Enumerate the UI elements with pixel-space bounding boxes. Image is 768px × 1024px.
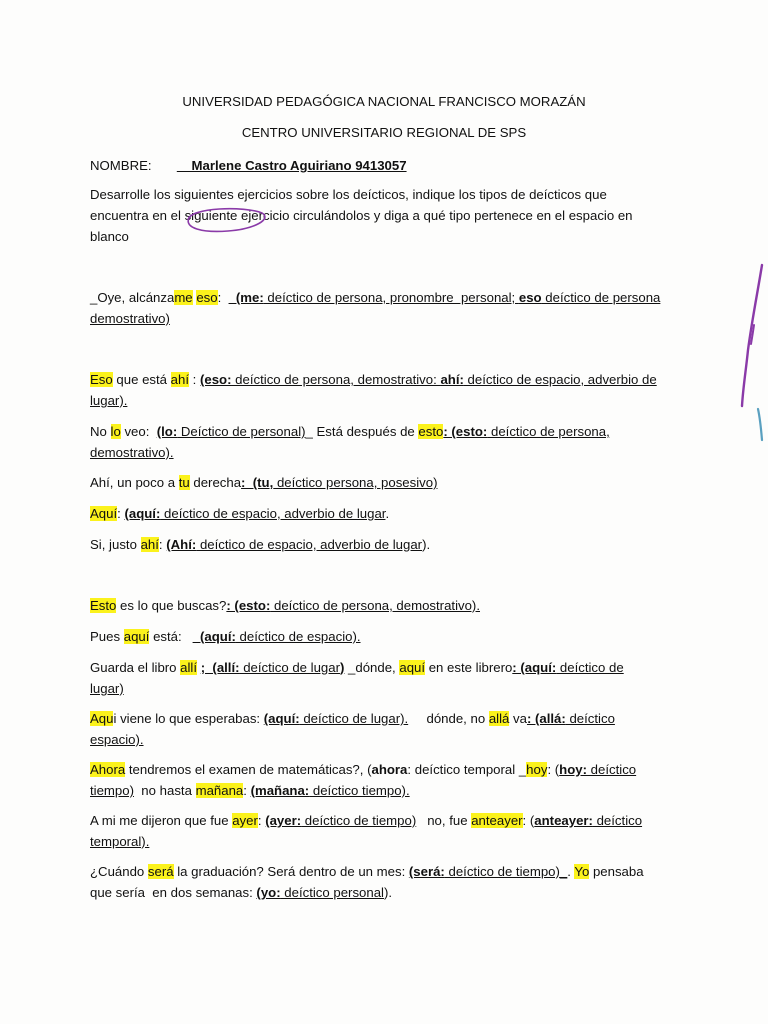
text-segment: hoy: <box>559 762 588 777</box>
text-segment: no hasta <box>133 783 196 798</box>
text-segment: : (esto: <box>443 424 488 439</box>
instructions-line-2: encuentra en el siguiente ejercicio circulándolos y diga a qué tipo pertenece en el espacio en <box>90 208 633 223</box>
text-segment: ). <box>383 885 393 900</box>
exercise-line <box>90 597 690 615</box>
exercise-line <box>90 782 690 800</box>
text-segment: . <box>385 506 390 521</box>
page-subtitle: CENTRO UNIVERSITARIO REGIONAL DE SPS <box>241 125 527 140</box>
exercise-line <box>90 628 690 646</box>
exercise-line <box>90 371 690 389</box>
text-segment: _dónde, <box>344 660 400 675</box>
text-segment: : <box>117 506 125 521</box>
text-segment: derecha <box>189 475 242 490</box>
text-segment: deíctico de espacio, adverbio de lugar <box>160 506 386 521</box>
text-segment: deíctico de lugar <box>239 660 340 675</box>
text-segment: i viene lo que esperabas: <box>113 711 264 726</box>
text-segment: deíctico de persona, pronombre personal; <box>263 290 519 305</box>
highlighted-word: tu <box>178 475 190 490</box>
text-segment: Deíctico de personal) <box>177 424 306 439</box>
text-segment: tiempo) <box>90 783 134 798</box>
text-segment: deíctico persona, posesivo) <box>273 475 438 490</box>
text-segment: (Ahí: <box>166 537 197 552</box>
text-segment: deíctico de espacio, adverbio de <box>463 372 657 387</box>
text-segment: _ <box>559 864 568 879</box>
text-segment: lugar). <box>90 393 128 408</box>
text-segment: ¿Cuándo <box>90 864 148 879</box>
text-segment: (lo: <box>156 424 178 439</box>
text-segment: deíctico de tiempo) <box>444 864 560 879</box>
exercise-line <box>90 392 690 410</box>
highlighted-word: ayer <box>232 813 258 828</box>
highlighted-word: lo <box>110 424 121 439</box>
text-segment: eso <box>518 290 542 305</box>
highlighted-word: será <box>147 864 174 879</box>
highlighted-word: aquí <box>123 629 150 644</box>
name-value: __Marlene Castro Aguiriano 9413057 <box>176 158 407 173</box>
text-segment: deíctico de espacio, adverbio de lugar <box>196 537 423 552</box>
page-title: UNIVERSIDAD PEDAGÓGICA NACIONAL FRANCISCO MORAZÁN <box>182 94 586 109</box>
text-segment: deíctico de <box>556 660 624 675</box>
text-segment: _ <box>518 762 527 777</box>
text-segment: deíctico de persona, demostrativo: <box>231 372 441 387</box>
text-segment: : <box>189 372 200 387</box>
text-segment: es lo que buscas? <box>116 598 227 613</box>
text-segment <box>174 445 181 460</box>
text-segment: Si, justo <box>90 537 141 552</box>
highlighted-word: eso <box>196 290 218 305</box>
highlighted-word: hoy <box>526 762 548 777</box>
text-segment: _(aquí: <box>192 629 236 644</box>
text-segment: está: <box>149 629 193 644</box>
text-segment: veo: <box>120 424 157 439</box>
highlighted-word: Yo <box>574 864 590 879</box>
text-segment: : <box>217 290 229 305</box>
highlighted-word: me <box>174 290 193 305</box>
name-label: NOMBRE: <box>90 158 152 173</box>
text-segment: pensaba <box>589 864 644 879</box>
text-segment: : deíctico temporal <box>407 762 519 777</box>
instructions-line-3: blanco <box>90 229 129 244</box>
text-segment <box>144 732 151 747</box>
exercise-line <box>90 423 690 441</box>
text-segment: : (esto: <box>226 598 271 613</box>
text-segment: deíctico de tiempo) <box>301 813 417 828</box>
text-segment: deíctico de persona, <box>487 424 610 439</box>
highlighted-word: allí <box>180 660 198 675</box>
text-segment: _ Está después de <box>305 424 419 439</box>
highlighted-word: esto <box>418 424 444 439</box>
exercise-line <box>90 289 690 307</box>
text-segment: espacio). <box>90 732 144 747</box>
text-segment: _Oye, alcánza <box>90 290 175 305</box>
instructions-line-1: Desarrolle los siguientes ejercicios sobre los deícticos, indique los tipos de deícticos que <box>90 187 607 202</box>
text-segment: : ( <box>522 813 535 828</box>
text-segment: . <box>567 864 575 879</box>
text-segment: ). <box>422 537 431 552</box>
highlighted-word: Aquí <box>90 506 118 521</box>
text-segment: (eso: <box>200 372 232 387</box>
text-segment: que sería en dos semanas: <box>90 885 257 900</box>
exercise-line <box>90 310 690 328</box>
text-segment: ahí: <box>440 372 464 387</box>
exercise-line <box>90 659 690 677</box>
text-segment: : <box>243 783 251 798</box>
text-segment: temporal). <box>90 834 150 849</box>
text-segment: que está <box>112 372 171 387</box>
text-segment: Guarda el libro <box>90 660 181 675</box>
text-segment: (mañana: <box>250 783 310 798</box>
text-segment: lugar) <box>90 681 124 696</box>
text-segment: demostrativo). <box>90 445 174 460</box>
highlighted-word: Eso <box>90 372 113 387</box>
text-segment: tendremos el examen de matemáticas?, ( <box>125 762 372 777</box>
exercise-line <box>90 884 690 902</box>
text-segment: :_(tu, <box>241 475 274 490</box>
text-segment: _(me: <box>228 290 264 305</box>
text-segment: Ahí, un poco a <box>90 475 179 490</box>
name-line <box>90 157 690 175</box>
text-segment: : <box>158 537 167 552</box>
text-segment: : (allá: <box>526 711 566 726</box>
text-segment: no, fue <box>416 813 472 828</box>
text-segment: : (aquí: <box>512 660 557 675</box>
text-segment: en este librero <box>425 660 513 675</box>
exercise-line <box>90 505 690 523</box>
text-segment: (aquí: <box>263 711 300 726</box>
text-segment: deíctico <box>587 762 637 777</box>
highlighted-word: ahí <box>140 537 159 552</box>
text-segment: deíctico personal <box>280 885 384 900</box>
text-segment: (aquí: <box>124 506 161 521</box>
highlighted-word: Aqu <box>90 711 114 726</box>
text-segment: ) <box>339 660 345 675</box>
text-segment: deíctico <box>565 711 615 726</box>
highlighted-word: allá <box>488 711 510 726</box>
highlighted-word: mañana <box>195 783 244 798</box>
highlighted-word: Esto <box>90 598 117 613</box>
text-segment: demostrativo) <box>90 311 170 326</box>
text-segment: deíctico de lugar). <box>299 711 409 726</box>
exercise-line <box>90 731 690 749</box>
text-segment: ahora <box>371 762 408 777</box>
text-segment: deíctico <box>592 813 643 828</box>
exercise-line <box>90 863 690 881</box>
exercise-line <box>90 444 690 462</box>
text-segment: (ayer: <box>265 813 302 828</box>
text-segment <box>127 393 134 408</box>
text-segment: deíctico de persona, demostrativo). <box>270 598 480 613</box>
text-segment: deíctico tiempo). <box>309 783 410 798</box>
text-segment: (yo: <box>256 885 281 900</box>
highlighted-word: ahí <box>170 372 189 387</box>
text-segment: deíctico de persona <box>541 290 661 305</box>
text-segment: deíctico de espacio). <box>235 629 361 644</box>
highlighted-word: aquí <box>399 660 426 675</box>
exercise-line <box>90 761 690 779</box>
text-segment: : <box>257 813 266 828</box>
exercise-line <box>90 812 690 830</box>
exercise-line <box>90 680 690 698</box>
text-segment: : ( <box>547 762 560 777</box>
text-segment: ; (allí: <box>200 660 240 675</box>
text-segment: la graduación? Será dentro de un mes: <box>173 864 409 879</box>
highlighted-word: anteayer <box>471 813 523 828</box>
text-segment: A mi me dijeron que fue <box>90 813 233 828</box>
text-segment: No <box>90 424 111 439</box>
highlighted-word: Ahora <box>90 762 126 777</box>
text-segment: va <box>509 711 527 726</box>
text-segment: (será: <box>408 864 445 879</box>
exercise-line <box>90 833 690 851</box>
text-segment: dónde, no <box>408 711 489 726</box>
exercise-line <box>90 710 690 728</box>
text-segment: Pues <box>90 629 124 644</box>
text-segment: anteayer: <box>534 813 593 828</box>
exercise-line <box>90 474 690 492</box>
exercise-line <box>90 536 690 554</box>
